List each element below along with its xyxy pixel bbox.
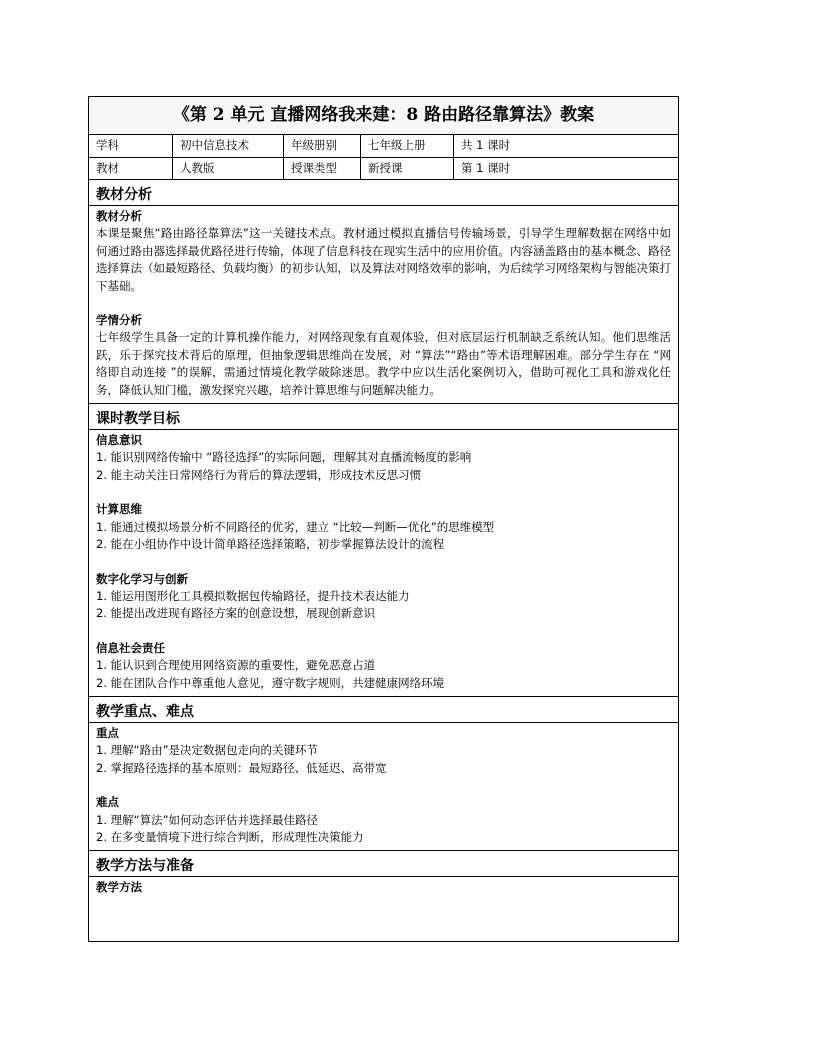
subject-value: 初中信息技术	[173, 135, 284, 157]
list-item: 2. 掌握路径选择的基本原则：最短路径、低延迟、高带宽	[96, 760, 387, 775]
list-item: 1. 能运用图形化工具模拟数据包传输路径，提升技术表达能力	[96, 588, 410, 603]
grade-value: 七年级上册	[361, 135, 454, 157]
list-item: 2. 能在小组协作中设计简单路径选择策略，初步掌握算法设计的流程	[96, 537, 445, 552]
lesson-type-value: 新授课	[361, 158, 454, 179]
info-row-1	[89, 135, 678, 158]
lesson-type-label: 授课类型	[284, 158, 361, 179]
student-analysis-text: 七年级学生具备一定的计算机操作能力，对网络现象有直观体验，但对底层运行机制缺乏系统认知。他们思维活跃，乐于探究技术背后的原理，但抽象逻辑思维尚在发展，对 “算法”“路由”等术语理解困难。部分学生存在 “网络即自动连接 ”的误解，需通过情境化教学破除迷思。教学中应以生活化案例切入，借助可视化工具和游戏化任务，降低认知门槛，激发探究兴趣，培养计算思维与问题解决能力。	[96, 330, 671, 397]
subheading-social-responsibility: 信息社会责任	[96, 640, 165, 655]
list-item: 1. 能识别网络传输中 “路径选择”的实际问题，理解其对直播流畅度的影响	[96, 450, 472, 465]
textbook-value: 人教版	[173, 158, 284, 179]
subheading-textbook-analysis: 教材分析	[96, 209, 142, 223]
subject-label: 学科	[89, 135, 173, 157]
lesson-plan-document	[88, 96, 679, 942]
section-key-points	[89, 697, 678, 851]
textbook-label: 教材	[89, 158, 173, 179]
section-heading: 教学重点、难点	[89, 697, 678, 723]
list-item: 2. 能主动关注日常网络行为背后的算法逻辑，形成技术反思习惯	[96, 467, 422, 482]
list-item: 1. 能认识到合理使用网络资源的重要性，避免恶意占道	[96, 658, 376, 673]
list-item: 1. 理解“路由”是决定数据包走向的关键环节	[96, 743, 319, 758]
list-item: 1. 能通过模拟场景分析不同路径的优劣，建立 “比较—判断—优化”的思维模型	[96, 519, 495, 534]
section-methods	[89, 851, 678, 900]
subheading-info-awareness: 信息意识	[96, 433, 142, 448]
section-heading: 课时教学目标	[89, 404, 678, 430]
subheading-digital-learning: 数字化学习与创新	[96, 571, 188, 586]
section-heading: 教材分析	[89, 180, 678, 206]
list-item: 2. 能在团队合作中尊重他人意见，遵守数字规则，共建健康网络环境	[96, 675, 445, 690]
subheading-student-analysis: 学情分析	[96, 313, 142, 328]
subheading-key-points: 重点	[96, 725, 119, 740]
list-item: 1. 理解“算法”如何动态评估并选择最佳路径	[96, 812, 319, 827]
subheading-computational-thinking: 计算思维	[96, 502, 142, 517]
total-hours: 共 1 课时	[461, 138, 511, 152]
section-textbook-analysis	[89, 180, 678, 404]
grade-label: 年级册别	[284, 135, 361, 157]
document-title: 《第 2 单元 直播网络我来建：8 路由路径靠算法》教案	[89, 97, 678, 135]
subheading-difficulties: 难点	[96, 795, 119, 810]
section-heading: 教学方法与准备	[89, 851, 678, 877]
info-row-2	[89, 158, 678, 180]
list-item: 2. 在多变量情境下进行综合判断，形成理性决策能力	[96, 829, 364, 844]
subheading-teaching-methods: 教学方法	[96, 880, 142, 895]
section-objectives	[89, 404, 678, 697]
lesson-number: 第 1 课时	[461, 161, 511, 175]
list-item: 2. 能提出改进现有路径方案的创意设想，展现创新意识	[96, 606, 376, 621]
textbook-analysis-text: 本课是聚焦“路由路径靠算法”这一关键技术点。教材通过模拟直播信号传输场景，引导学生理解数据在网络中如何通过路由器选择最优路径进行传输，体现了信息科技在现实生活中的应用价值。内容涵盖路由的基本概念、路径选择算法（如最短路径、负载均衡）的初步认知，以及算法对网络效率的影响，为后续学习网络架构与智能决策打下基础。	[96, 226, 671, 293]
